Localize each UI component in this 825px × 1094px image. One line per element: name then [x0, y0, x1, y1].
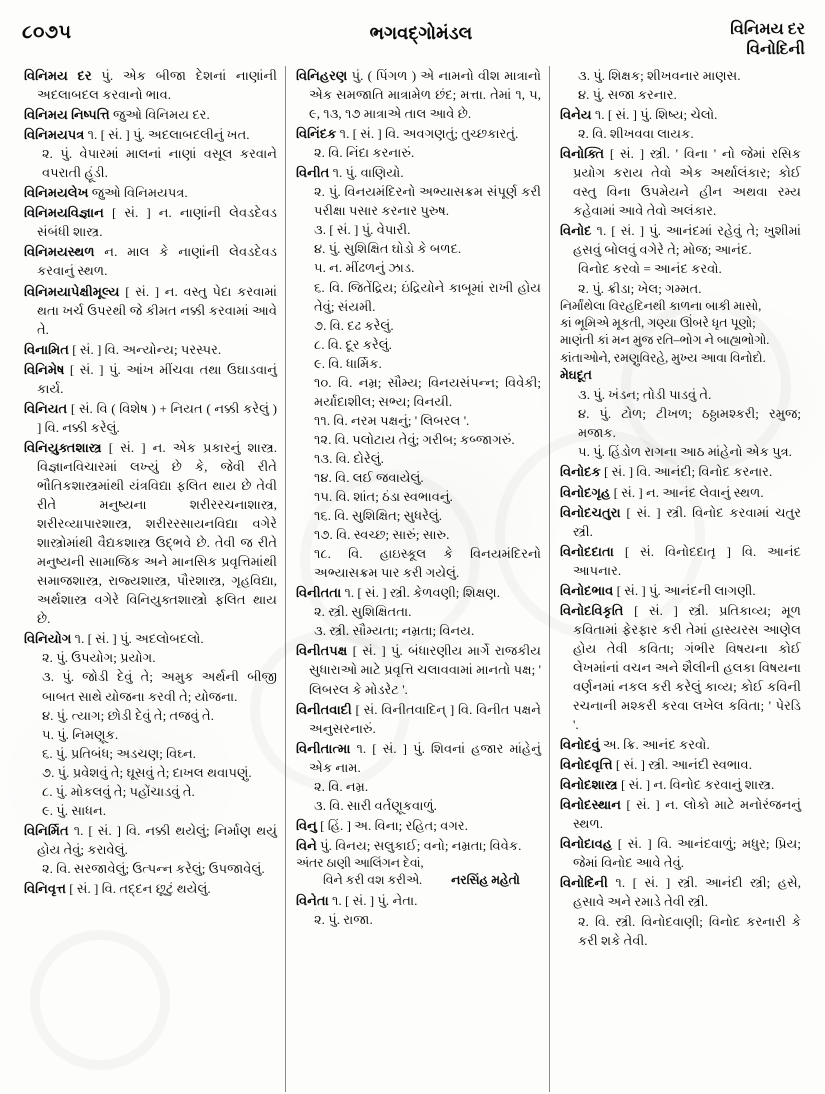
- dictionary-entry: [560, 221, 801, 461]
- entry-definition-line: વિનિર્મિત ૧. [ સં. ] વિ. નક્કી થયેલું; નિર્માણ થયું હોય તેવું; કરાવેલું.: [24, 822, 277, 857]
- entry-headword: વિનોદભાવ: [560, 582, 614, 598]
- entry-headword: વિનિમય નિષ્પત્તિ: [24, 107, 110, 123]
- verse-line: કાંતાઓને, રમણુવિરહે, મુખ્ય આવા વિનોદો.: [560, 350, 766, 365]
- entry-sense-line: ૧૬. વિ. સુશિક્ષિત; સુધરેલું.: [314, 508, 443, 524]
- entry-definition-line: વિનુ [ હિં. ] અ. વિના; રહિત; વગર.: [296, 817, 468, 833]
- entry-headword: વિનિમેષ: [24, 361, 65, 377]
- entry-definition-line: વિનિહરણ પું. ( પિંગળ ) એ નામનો વીશ માત્રાનો એક સમજાતિ માત્રામેળ છંદ; મત્તા. તેમાં ૧, ૫, ૯, ૧૩, ૧૭ માત્રાએ તાલ આવે છે.: [296, 68, 541, 122]
- entry-headword: વિનામિત: [24, 341, 69, 357]
- entry-headword: વિનોદક: [560, 464, 601, 480]
- entry-sense-line: ૨. વિ. નમ્ર.: [314, 778, 369, 794]
- entry-definition-line: વિનિમય દર પું. એક બીજા દેશનાં નાણાંની અદલાબદલ કરવાનો ભાવ.: [24, 68, 277, 103]
- entry-sense-line: ૬. પું. પ્રતિબંધ; અડચણ; વિઘ્ન.: [42, 745, 197, 761]
- entry-sense-line: ૪. પું. ટોળ; ટીખળ; ઠઠ્ઠામશ્કરી; રમુજ; મજાક.: [578, 406, 801, 441]
- entry-sense-line: ૮. પું. મોકલવું તે; પહોંચાડવું તે.: [42, 783, 195, 799]
- entry-definition-line: વિનોદદાતા [ સં. વિનોદદાતૃ ] વિ. આનંદ આપનાર.: [560, 543, 801, 578]
- entry-headword: વિનોદવૃત્તિ: [560, 757, 613, 773]
- dictionary-entry: [560, 462, 801, 481]
- entry-definition-line: વિનોદવિકૃતિ [ સં. ] સ્ત્રી. પ્રતિકાવ્ય; મૂળ કવિતામાં ફેરફાર કરી તેમાં હાસ્યરસ આણેલ હોય તેવી કવિતા; ગંભીર વિષયના કોઈ લેખમાંનાં વચન અને શૈલીની હલકા વિષયના વર્ણનમાં નકલ કરી કરેલું કાવ્ય; કોઈ કવિની રચનાની મશ્કરી કરવા લખેલ કવિતા; ' પેરડિ '.: [560, 602, 801, 733]
- entry-sense-line: ૨. વિ. સરજાવેલું; ઉત્પન્ન કરેલું; ઉપજાવેલું.: [42, 860, 265, 876]
- dictionary-entry: [560, 795, 801, 833]
- entry-headword: વિનોક્તિ: [560, 146, 605, 162]
- entry-definition-line: વિનોદશાસ્ત્ર [ સં. ] ન. વિનોદ કરવાનું શાસ્ત્ર.: [560, 777, 775, 793]
- dictionary-entry: [24, 629, 277, 819]
- dictionary-entry: [296, 816, 541, 835]
- dictionary-entry: [560, 873, 801, 949]
- dictionary-entry: [24, 125, 277, 182]
- verse-attribution: નરસિંહ મહેતો: [451, 873, 520, 888]
- entry-headword: વિનોદવિકૃતિ: [560, 602, 624, 618]
- column-3: [550, 66, 809, 1092]
- entry-definition-line: વિનામિત [ સં. ] વિ. અન્યોન્ય; પરસ્પર.: [24, 341, 222, 357]
- dictionary-entry: [24, 821, 277, 878]
- entry-headword: વિનીતાત્મા: [296, 740, 351, 756]
- entry-headword: વિનિમયવિજ્ઞાન: [24, 205, 104, 221]
- entry-definition-line: વિનિંદક ૧. [ સં. ] વિ. અવગણતું; તુચ્છકારતું.: [296, 126, 519, 142]
- entry-headword: વિનોદવું: [560, 737, 600, 753]
- dictionary-entry: [560, 601, 801, 734]
- entry-sense-line: ૩. પું. શિક્ષક; શીખવનાર માણસ.: [578, 68, 741, 83]
- entry-sense-line: ૨. પું. વિનયમંદિરનો અભ્યાસક્રમ સંપૂર્ણ કરી પરીક્ષા પસાર કરનાર પુરુષ.: [314, 184, 541, 219]
- dictionary-entry: [296, 641, 541, 698]
- dictionary-entry: [296, 700, 541, 738]
- entry-sense-line: ૬. વિ. જિતેંદ્રિય; ઇંદ્રિયોને કાબૂમાં રાખી હોય તેવું; સંયમી.: [314, 279, 541, 314]
- entry-definition-line: વિનિમય નિષ્પત્તિ જુઓ વિનિમય દર.: [24, 107, 210, 123]
- verse-line: નિર્માંથેલા વિરહદિનથી કાળના બાકી માસો,: [560, 298, 762, 313]
- entry-headword: વિનિહરણ: [296, 68, 348, 83]
- entry-definition-line: વિને પું. વિનય; સલુકાઈ; વનો; નમ્રતા; વિવેક.: [296, 837, 522, 853]
- entry-definition-line: વિનીત ૧. પું. વાણિયો.: [296, 165, 404, 181]
- entry-definition-line: વિનોદસ્થાન [ સં. ] ન. લોકો માટે મનોરંજનનું સ્થળ.: [560, 797, 801, 832]
- dictionary-entry: [560, 144, 801, 220]
- book-title: ભગવદ્ગોમંડલ: [369, 23, 473, 43]
- dictionary-entry: [24, 879, 277, 898]
- dictionary-entry: [560, 542, 801, 580]
- entry-sense-line: ૩. પું. જોડી દેવું તે; અમુક અર્થની બીજી બાબત સાથે યોજના કરવી તે; યોજના.: [42, 669, 277, 704]
- page-header: [18, 14, 809, 66]
- entry-sense-line: ૧૭. વિ. સ્વચ્છ; સારું; સારુ.: [314, 527, 450, 543]
- dictionary-entry: [560, 581, 801, 600]
- entry-headword: વિનોદદાતા: [560, 543, 614, 559]
- dictionary-entry: [296, 739, 541, 815]
- dictionary-entry: [560, 834, 801, 872]
- entry-definition-line: વિનિમયવિજ્ઞાન [ સં. ] ન. નાણાંની લેવડદેવડ સંબંધી શાસ્ત્ર.: [24, 205, 277, 240]
- entry-headword: વિનોદાવહ: [560, 836, 613, 852]
- entry-definition-line: વિનોદ ૧. [ સં. ] પું. આનંદમાં રહેવું તે; ખુશીમાં હસવું બોલવું વગેરે તે; મોજ; આનંદ.: [560, 223, 801, 258]
- entry-sense-line: ૨. વિ. સ્ત્રી. વિનોદવાણી; વિનોદ કરનારી કે કરી શકે તેવી.: [578, 913, 801, 948]
- dictionary-entry: [24, 105, 277, 124]
- dictionary-entry: [24, 399, 277, 437]
- entry-sense-line: ૨. સ્ત્રી. સુશિક્ષિતતા.: [314, 604, 412, 620]
- entry-headword: વિનોદ: [560, 223, 592, 239]
- entry-sense-line: ૧૮. વિ. હાઇસ્કૂલ કે વિનયમંદિરનો અભ્યાસક્રમ પાર કરી ગયેલું.: [314, 546, 541, 581]
- dictionary-entry: [560, 483, 801, 502]
- columns-container: [18, 66, 809, 1092]
- entry-definition-line: વિનોદિની ૧. [ સં. ] સ્ત્રી. આનંદી સ્ત્રી; હસે, હસાવે અને રમાડે તેવી સ્ત્રી.: [560, 875, 801, 910]
- entry-sense-line: ૧૧. વિ. નરમ પક્ષનું; ' લિબરલ '.: [314, 412, 470, 428]
- entry-definition-line: વિનિયત [ સં. વિ ( વિશેષ ) + નિયત ( નક્કી કરેલું ) ] વિ. નક્કી કરેલું.: [24, 400, 277, 435]
- entry-sense-line: ૫. પું. નિમણૂક.: [42, 726, 119, 742]
- entry-definition-line: વિનિમયાપેક્ષીમૂલ્ય [ સં. ] ન. વસ્તુ પેદા કરવામાં થતા ખર્ચ ઉપરથી જે કીમત નક્કી કરવામાં આવે તે.: [24, 283, 277, 337]
- entry-definition-line: વિનીતાત્મા ૧. [ સં. ] પું. શિવનાં હજાર માંહેનું એક નામ.: [296, 740, 541, 775]
- entry-definition-line: વિનેતા ૧. [ સં. ] પું. નેતા.: [296, 892, 418, 908]
- guide-words: [730, 20, 805, 60]
- entry-sense-line: ૨. વિ. શીખવવા લાયક.: [578, 126, 694, 142]
- entry-headword: વિનિમયપત્ર: [24, 127, 85, 143]
- entry-sense-line: ૮. વિ. દૂર કરેલું.: [314, 336, 392, 352]
- entry-definition-line: વિનિયુક્તશાસ્ત્ર [ સં. ] ન. એક પ્રકારનું શાસ્ત્ર. વિજ્ઞાનવિચારમાં લખ્યું છે કે, જેવી રીતે ભૌતિકશાસ્ત્રમાંથી યંત્રવિદ્યા ફલિત થાય છે તેવી રીતે મનુષ્યના શરીરરચનાશાસ્ત્ર, શરીરવ્યાપારશાસ્ત્ર, શરીરરસાયનવિદ્યા વગેરે શાસ્ત્રોમાંથી વૈદ્યકશાસ્ત્ર ઉદ્ભવે છે. તેવી જ રીતે મનુષ્યની સામાજિક અને માનસિક પ્રવૃત્તિમાંથી સમાજશાસ્ત્ર, રાજ્યશાસ્ત્ર, પૌરશાસ્ત્ર, ગૃહવિદ્યા, અર્થશાસ્ત્ર વગેરે વિનિયુક્તશાસ્ત્રો ફલિત થાય છે.: [24, 439, 277, 627]
- page-number: ૮૦૭૫: [22, 22, 72, 43]
- entry-sense-line: ૨. પું. વેપારમાં માલનાં નાણાં વસૂલ કરવાને વપરાતી હૂંડી.: [42, 146, 277, 181]
- entry-headword: વિનીતવાદી: [296, 701, 352, 717]
- entry-definition-line: વિનોદવૃત્તિ [ સં. ] સ્ત્રી. આનંદી સ્વભાવ.: [560, 757, 752, 773]
- dictionary-entry: [560, 735, 801, 754]
- entry-headword: વિનીત: [296, 165, 330, 181]
- entry-headword: વિનિયોગ: [24, 631, 72, 647]
- entry-headword: વિનેય: [560, 107, 592, 123]
- entry-definition-line: વિનોદવું અ. ક્રિ. આનંદ કરવો.: [560, 737, 710, 753]
- entry-sense-line: ૫. પું. હિંડોળ રાગના આઠ માંહેનો એક પુત્ર.: [578, 444, 792, 460]
- entry-sense-line: ૧૪. વિ. લઈ જવાયેલું.: [314, 469, 424, 485]
- entry-sense-line: ૩. પું. ખંડન; તોડી પાડવું તે.: [578, 387, 712, 403]
- entry-definition-line: વિનિમયલેખ જુઓ વિનિમયપત્ર.: [24, 185, 188, 201]
- entry-headword: વિનોદગૃહ: [560, 484, 611, 500]
- dictionary-entry: [24, 438, 277, 628]
- dictionary-entry: [24, 242, 277, 280]
- entry-sense-line: ૨. વિ. નિંદા કરનારું.: [314, 145, 415, 161]
- entry-sense-line: વિનોદ કરવો = આનંદ કરવો.: [578, 261, 722, 277]
- dictionary-entry: [296, 163, 541, 582]
- dictionary-entry: [560, 66, 801, 104]
- entry-sense-line: ૪. પું. સુશિક્ષિત ઘોડો કે બળદ.: [314, 241, 462, 257]
- entry-headword: વિનેતા: [296, 892, 329, 908]
- dictionary-entry: [560, 503, 801, 541]
- entry-definition-line: વિનીતવાદી [ સં. વિનીતવાદિન્ ] વિ. વિનીત પક્ષને અનુસરનારું.: [296, 701, 541, 736]
- entry-headword: વિનિમયલેખ: [24, 185, 89, 201]
- verse-line: અંતર ઠાણી આલિંગન દેવાં,: [296, 855, 424, 870]
- entry-sense-line: ૨. પું. ક્રીડા; ખેલ; ગમ્મત.: [578, 280, 702, 296]
- verse-line: માણંતી કાં મન મુજ રતિ–ભોગ ને બાહ્યભોગો.: [560, 333, 770, 348]
- entry-definition-line: વિનીતતા ૧. [ સં. ] સ્ત્રી. કેળવણી; શિક્ષણ.: [296, 585, 500, 601]
- dictionary-entry: [24, 360, 277, 398]
- entry-definition-line: વિનિમયસ્થળ ન. માલ કે નાણાંની લેવડદેવડ કરવાનું સ્થળ.: [24, 244, 277, 279]
- entry-sense-line: ૪. પું. ત્યાગ; છોડી દેવું તે; તજવું તે.: [42, 707, 214, 723]
- dictionary-entry: [296, 66, 541, 123]
- entry-sense-line: ૩. વિ. સારી વર્તણૂકવાળું.: [314, 797, 437, 813]
- entry-sense-line: ૩. સ્ત્રી. સૌમ્યતા; નમ્રતા; વિનય.: [314, 623, 475, 639]
- dictionary-entry: [24, 340, 277, 359]
- entry-headword: વિનિર્મિત: [24, 822, 69, 838]
- entry-headword: વિનિમય દર: [24, 68, 92, 83]
- guide-word-left: વિનિમય દર: [730, 21, 805, 38]
- entry-definition-line: વિનિમયપત્ર ૧. [ સં. ] પું. અદલાબદલીનું ખત.: [24, 127, 250, 143]
- entry-headword: વિનોદચતુરા: [560, 504, 621, 520]
- entry-definition-line: વિનિયોગ ૧. [ સં. ] પું. અદલોબદલો.: [24, 631, 204, 647]
- dictionary-entry: [560, 775, 801, 794]
- entry-definition-line: વિનોક્તિ [ સં. ] સ્ત્રી. ' વિના ' નો જેમાં રસિક પ્રયોગ કરાય તેવો એક અર્થાલંકાર; કોઈ વસ્તુ વિના ઉપમેયને હીન અથવા રમ્ય કહેવામાં આવે તેવો અલંકાર.: [560, 146, 801, 219]
- entry-definition-line: વિનોદાવહ [ સં. ] વિ. આનંદવાળું; મધુર; પ્રિય; જેમાં વિનોદ આવે તેવું.: [560, 836, 801, 871]
- entry-sense-line: ૨. પું. ઉપયોગ; પ્રયોગ.: [42, 650, 156, 666]
- guide-word-right: વિનોદિની: [746, 41, 805, 58]
- entry-headword: વિનોદશાસ્ત્ર: [560, 777, 618, 793]
- column-2: [286, 66, 550, 1092]
- entry-definition-line: વિનિમેષ [ સં. ] પું. આંખ મીંચવા તથા ઉઘાડવાનું કાર્ય.: [24, 361, 277, 396]
- entry-definition-line: વિનોદક [ સં. ] વિ. આનંદી; વિનોદ કરનાર.: [560, 464, 773, 480]
- dictionary-entry: [296, 124, 541, 162]
- entry-sense-line: ૧૨. વિ. પલોટાય તેવું; ગરીબ; કબ્જાગરું.: [314, 431, 515, 447]
- entry-headword: વિનોદિની: [560, 875, 608, 891]
- entry-sense-line: ૯. પું. સાધન.: [42, 802, 107, 818]
- entry-definition-line: વિનિવૃત્ત [ સં. ] વિ. તદ્દન છૂટું થયેલું.: [24, 880, 211, 896]
- entry-headword: વિનોદસ્થાન: [560, 797, 621, 813]
- dictionary-entry: [296, 836, 541, 890]
- entry-headword: વિનિવૃત્ત: [24, 880, 66, 896]
- verse-attribution: મેઘદૂત: [560, 368, 592, 383]
- entry-definition-line: વિનેય ૧. [ સં. ] પું. શિષ્ય; ચેલો.: [560, 107, 718, 123]
- dictionary-entry: [296, 891, 541, 929]
- entry-sense-line: ૭. વિ. દઢ કરેલું.: [314, 317, 394, 333]
- column-1: [18, 66, 286, 1092]
- entry-headword: વિનિમયાપેક્ષીમૂલ્ય: [24, 283, 120, 299]
- verse-line: વિને કરી વશ કરીએ. નરસિંહ મહેતો: [296, 872, 541, 889]
- entry-sense-line: ૨. પું. રાજા.: [314, 911, 373, 927]
- entry-headword: વિનિમયસ્થળ: [24, 244, 95, 260]
- verse-line: કાં ભૂમિએ મૂકતી, ગણ્યા ઊંબરે ધૃત પૂણો;: [560, 316, 756, 331]
- dictionary-entry: [560, 105, 801, 143]
- entry-definition-line: વિનોદગૃહ [ સં. ] ન. આનંદ લેવાનું સ્થળ.: [560, 484, 764, 500]
- dictionary-entry: [560, 755, 801, 774]
- dictionary-entry: [24, 282, 277, 339]
- entry-sense-line: ૧૦. વિ. નમ્ર; સૌમ્ય; વિનયસંપન્ન; વિવેકી; મર્યાદાશીલ; સભ્ય; વિનયી.: [314, 374, 541, 409]
- dictionary-entry: [24, 183, 277, 202]
- entry-sense-line: ૧૫. વિ. શાંત; ઠંડા સ્વભાવનું.: [314, 489, 453, 505]
- entry-sense-line: ૭. પું. પ્રવેશવું તે; ઘૂસવું તે; દાખલ થવાપણું.: [42, 764, 252, 780]
- entry-headword: વિનીતપક્ષ: [296, 643, 348, 659]
- entry-headword: વિનિંદક: [296, 126, 337, 142]
- dictionary-entry: [24, 203, 277, 241]
- entry-headword: વિનિયત: [24, 400, 68, 416]
- entry-headword: વિનિયુક્તશાસ્ત્ર: [24, 439, 102, 455]
- dictionary-entry: [296, 583, 541, 640]
- entry-sense-line: ૩. [ સં. ] પું. વેપારી.: [314, 222, 411, 238]
- dictionary-entry: [24, 66, 277, 104]
- entry-sense-line: ૧૩. વિ. દોરેલું.: [314, 450, 384, 466]
- entry-definition-line: વિનોદચતુરા [ સં. ] સ્ત્રી. વિનોદ કરવામાં ચતુર સ્ત્રી.: [560, 504, 801, 539]
- entry-sense-line: ૫. ન. મીંઢળનું ઝાડ.: [314, 260, 415, 276]
- entry-definition-line: વિનોદભાવ [ સં. ] પું. આનંદની લાગણી.: [560, 582, 756, 598]
- entry-headword: વિનુ: [296, 817, 317, 833]
- entry-headword: વિને: [296, 837, 317, 853]
- entry-definition-line: વિનીતપક્ષ [ સં. ] પું. બંધારણીય માર્ગે રાજકીય સુધારાઓ માટે પ્રવૃત્તિ ચલાવવામાં માનતો પક્ષ; ' લિબરલ કે મોડરેટ '.: [296, 643, 541, 697]
- entry-sense-line: ૪. પું. સજા કરનાર.: [578, 87, 677, 103]
- entry-headword: વિનીતતા: [296, 585, 342, 601]
- entry-sense-line: ૯. વિ. ધાર્મિક.: [314, 355, 382, 371]
